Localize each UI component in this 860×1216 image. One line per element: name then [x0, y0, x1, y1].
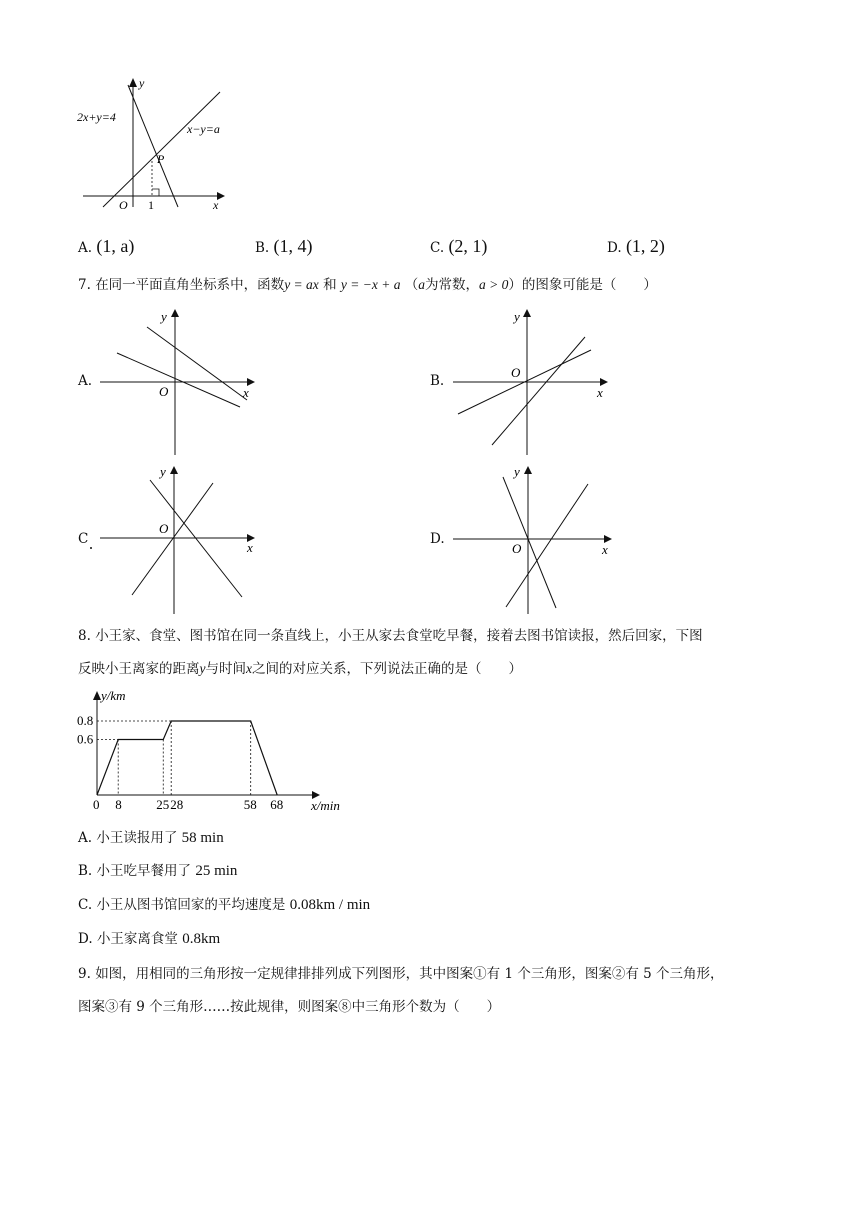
q8-y-tick-label: 0.6 [77, 731, 94, 747]
q9-number: 9. [78, 966, 91, 982]
q6-option-b[interactable] [255, 236, 313, 257]
q8-text: 与时间 [205, 661, 246, 677]
q6-option-letter: C. [430, 240, 445, 256]
q8-y-tick-label: 0.8 [77, 713, 94, 728]
origin-label: O [512, 541, 522, 556]
q8-stem-line2 [78, 660, 522, 678]
q8-x-tick-label: 0 [93, 797, 100, 812]
graph-line [503, 477, 556, 608]
q8-option-text: 小王吃早餐用了 [96, 863, 192, 879]
q8-x-tick-label: 28 [170, 797, 184, 812]
q7-text: ）的图象可能是（ ） [508, 277, 657, 293]
q6-origin-label: O [119, 198, 128, 212]
arrow [523, 309, 531, 317]
q6-option-value: (1, a) [96, 236, 135, 256]
q6-option-letter: D. [607, 240, 622, 256]
x-label: x [247, 540, 253, 555]
x-label: x [602, 542, 608, 557]
arrow [524, 466, 532, 474]
q7-number: 7. [78, 277, 91, 293]
q7-graph-d [448, 462, 618, 617]
q8-text: 之间的对应关系，下列说法正确的是（ ） [252, 661, 522, 677]
graph-line [117, 353, 240, 407]
q9-text: 图案③有 9 个三角形……按此规律，则图案⑧中三角形个数为（ ） [78, 999, 501, 1015]
x-label: x [597, 385, 603, 400]
q7-option-c-dot [90, 547, 92, 549]
q8-option-value: 0.08km / min [289, 897, 371, 913]
q8-option-value: 0.8km [182, 931, 221, 947]
q8-option-d[interactable] [78, 930, 220, 948]
q6-option-d[interactable] [607, 236, 665, 257]
q6-option-letter: B. [255, 240, 270, 256]
arrow [170, 466, 178, 474]
q7-stem [78, 276, 657, 294]
q6-x-label: x [213, 198, 219, 212]
q7-option-c-label[interactable]: C [78, 531, 89, 547]
origin-label: O [511, 365, 521, 380]
q8-option-b[interactable] [78, 862, 237, 880]
q8-option-value: 58 min [181, 830, 224, 846]
q8-text: 小王家、食堂、图书馆在同一条直线上，小王从家去食堂吃早餐，接着去图书馆读报，然后回家，下图 [95, 628, 703, 644]
q6-line2-label: x−y=a [187, 122, 220, 136]
q9-stem-line2 [78, 998, 500, 1016]
x-label: x [243, 385, 249, 400]
q9-stem-line1 [78, 965, 724, 983]
q8-option-letter: A. [78, 830, 93, 846]
q7-text: 和 [323, 277, 337, 293]
q8-x-tick-label: 8 [115, 797, 122, 812]
q6-option-value: (2, 1) [448, 236, 488, 256]
y-axis-label: y/km [101, 688, 126, 703]
q6-y-arrow [129, 78, 137, 87]
q6-option-c[interactable] [430, 236, 487, 257]
q6-graph [75, 75, 245, 215]
q8-number: 8. [78, 628, 91, 644]
q8-option-text: 小王读报用了 [96, 830, 178, 846]
q6-right-angle [152, 189, 159, 196]
q8-option-letter: C. [78, 897, 93, 913]
q7-option-b-label[interactable]: B. [430, 373, 445, 389]
origin-label: O [159, 521, 169, 536]
q7-graph-b [448, 305, 618, 455]
arrow [171, 309, 179, 317]
y-axis-arrow [93, 691, 101, 700]
q7-graph-a [95, 305, 265, 455]
q7-option-a-label[interactable]: A. [78, 373, 93, 389]
q7-math: y = ax [284, 277, 319, 292]
y-label: y [161, 309, 167, 324]
q6-option-letter: A. [78, 240, 93, 256]
q7-math: a [418, 277, 425, 292]
q8-math: x [246, 661, 252, 676]
q8-x-tick-label: 68 [270, 797, 284, 812]
q6-point-label: P [157, 152, 165, 166]
q7-option-d-label[interactable]: D. [430, 531, 445, 547]
y-label: y [160, 464, 166, 479]
q8-option-a[interactable] [78, 829, 224, 847]
y-label: y [514, 464, 520, 479]
q7-text: （ [404, 277, 419, 293]
origin-label: O [159, 384, 169, 399]
q6-y-label: y [139, 76, 145, 90]
y-label: y [514, 309, 520, 324]
q8-option-value: 25 min [195, 863, 238, 879]
x-axis-label: x/min [311, 798, 340, 813]
q7-graph-c [95, 462, 265, 617]
q6-option-a[interactable] [78, 236, 134, 257]
q6-option-value: (1, 2) [625, 236, 665, 256]
q8-option-c[interactable] [78, 896, 370, 914]
q6-line1-label: 2x+y=4 [77, 110, 116, 124]
q6-line-x-minus-y [103, 92, 220, 207]
q6-tick-label: 1 [148, 198, 154, 212]
q8-option-text: 小王家离食堂 [96, 931, 178, 947]
q6-option-value: (1, 4) [273, 236, 313, 256]
graph-line [132, 483, 213, 595]
q9-text: 如图，用相同的三角形按一定规律排排列成下列图形，其中图案①有 1 个三角形，图案②有 5 个三角形， [95, 966, 724, 982]
q8-x-tick-label: 58 [243, 797, 257, 812]
q7-text: 在同一平面直角坐标系中，函数 [95, 277, 285, 293]
q7-text: 为常数， [425, 277, 479, 293]
q8-stem-line1 [78, 627, 703, 645]
q8-option-text: 小王从图书馆回家的平均速度是 [96, 897, 286, 913]
q8-distance-time-chart [75, 686, 365, 816]
q7-math: y = −x + a [340, 277, 401, 292]
q8-text: 反映小王离家的距离 [78, 661, 200, 677]
q8-distance-line [97, 721, 277, 795]
q8-x-tick-label: 25 [156, 797, 170, 812]
q8-math: y [199, 661, 206, 676]
q8-option-letter: D. [78, 931, 93, 947]
q8-option-letter: B. [78, 863, 93, 879]
q7-math: a > 0 [479, 277, 509, 292]
